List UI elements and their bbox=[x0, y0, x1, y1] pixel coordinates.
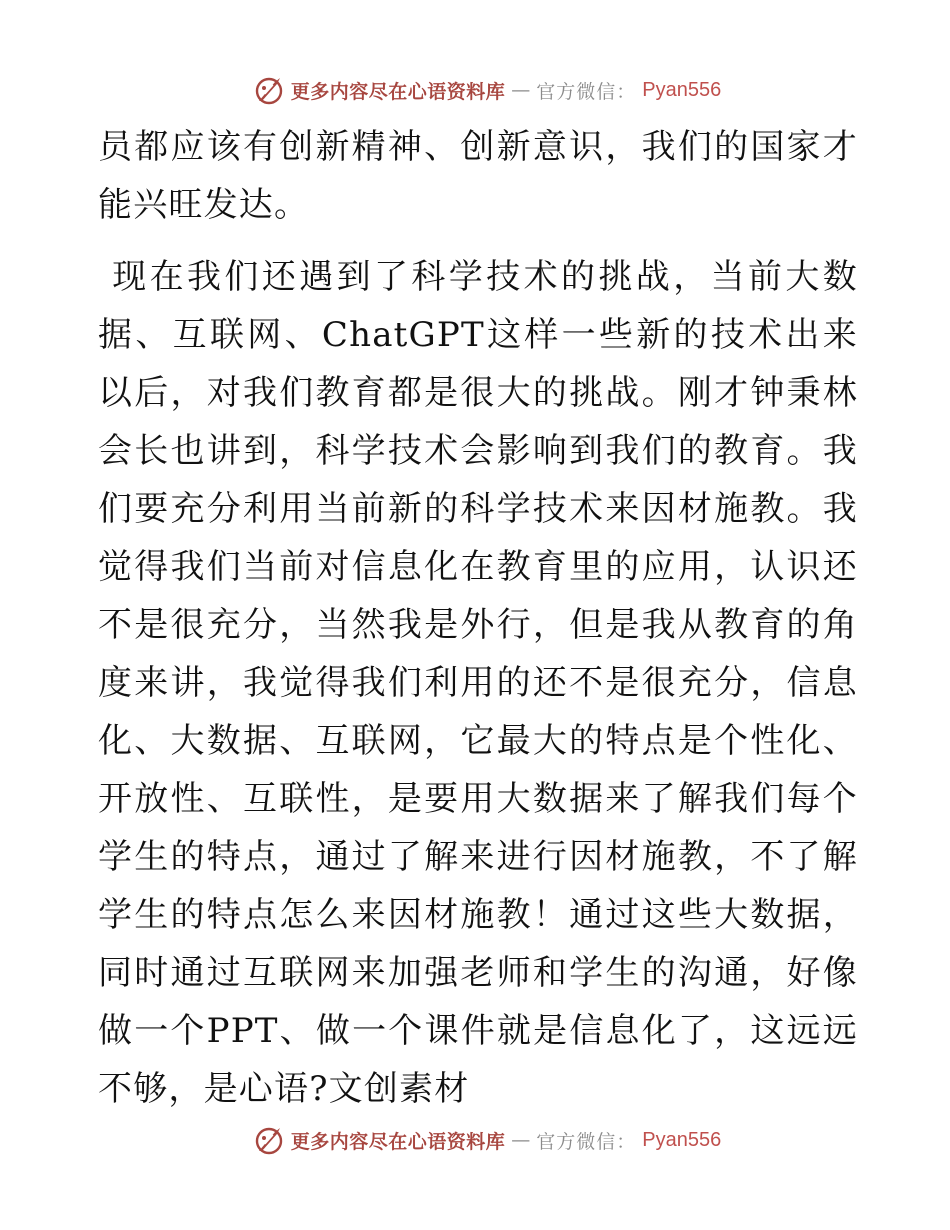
footer-wechat-id: Pyan556 bbox=[642, 1128, 722, 1151]
header-brand-text: 更多内容尽在心语资料库 bbox=[290, 80, 506, 103]
header-brand bbox=[253, 74, 722, 106]
document-body bbox=[98, 118, 858, 1118]
header-wechat-id: Pyan556 bbox=[642, 78, 722, 101]
footer-brand bbox=[253, 1124, 722, 1156]
footer-dash: — bbox=[511, 1129, 531, 1151]
feather-pen-logo-icon bbox=[253, 74, 285, 106]
paragraph-1: 员都应该有创新精神、创新意识，我们的国家才能兴旺发达。 bbox=[98, 127, 858, 225]
header-dash: — bbox=[511, 79, 531, 101]
page-footer bbox=[0, 1122, 950, 1158]
feather-pen-logo-icon bbox=[253, 1124, 285, 1156]
header-wechat-label: 官方微信： bbox=[536, 80, 637, 103]
paragraph-2: 现在我们还遇到了科学技术的挑战，当前大数据、互联网、ChatGPT这样一些新的技术出来以后，对我们教育都是很大的挑战。刚才钟秉林会长也讲到，科学技术会影响到我们的教育。我们要充分利用当前新的科学技术来因材施教。我觉得我们当前对信息化在教育里的应用，认识还不是很充分，当然我是外行，但是我从教育的角度来讲，我觉得我们利用的还不是很充分，信息化、大数据、互联网，它最大的特点是个性化、开放性、互联性，是要用大数据来了解我们每个学生的特点，通过了解来进行因材施教，不了解学生的特点怎么来因材施教！通过这些大数据，同时通过互联网来加强老师和学生的沟通，好像做一个PPT、做一个课件就是信息化了，这远远不够，是心语?文创素材 bbox=[98, 257, 859, 1109]
page-header bbox=[0, 72, 950, 108]
footer-brand-text: 更多内容尽在心语资料库 bbox=[290, 1130, 506, 1153]
footer-wechat-label: 官方微信： bbox=[536, 1130, 637, 1153]
